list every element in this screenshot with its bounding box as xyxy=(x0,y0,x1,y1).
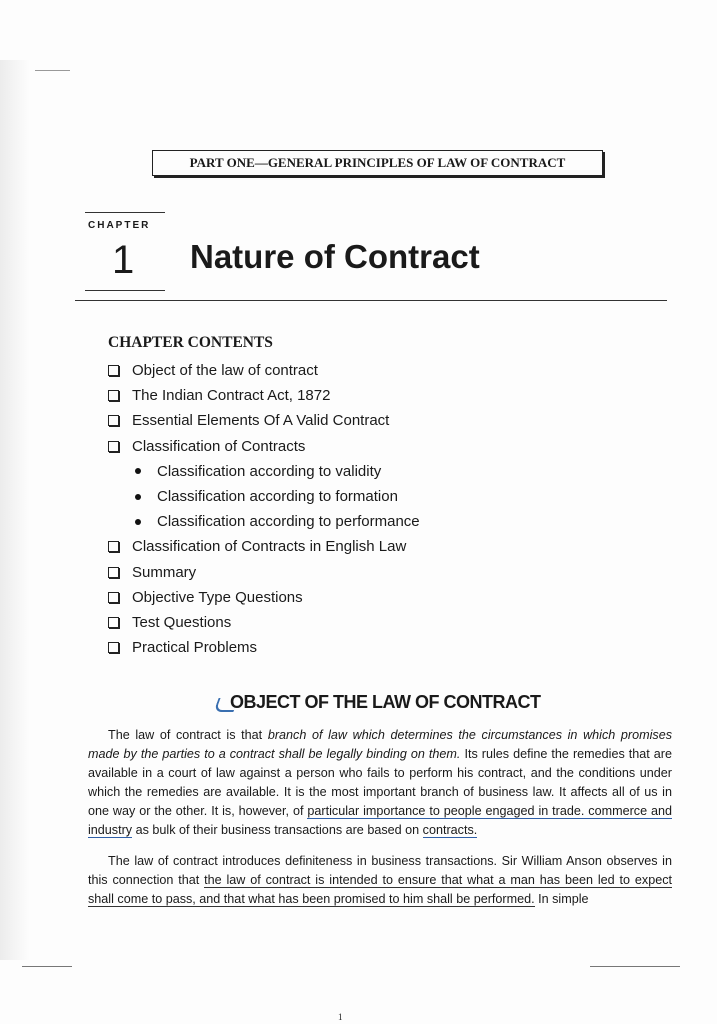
paragraph xyxy=(88,726,672,840)
checkbox-square-icon xyxy=(108,617,119,628)
item-text: Essential Elements Of A Valid Contract xyxy=(132,412,390,430)
list-item xyxy=(108,560,420,585)
bullet-icon xyxy=(135,519,141,525)
part-heading: PART ONE—GENERAL PRINCIPLES OF LAW OF CONTRACT xyxy=(152,150,603,176)
divider xyxy=(85,290,165,291)
divider xyxy=(35,70,70,71)
checkbox-square-icon xyxy=(108,642,119,653)
chapter-number: 1 xyxy=(112,238,135,282)
list-item xyxy=(108,585,420,610)
text: In simple xyxy=(534,892,589,906)
divider xyxy=(85,212,165,213)
list-item xyxy=(108,383,420,408)
item-text: The Indian Contract Act, 1872 xyxy=(132,387,331,405)
checkbox-square-icon xyxy=(108,567,119,578)
italic-text: branch of law which determines the circumstances in which promises made by the parties to a contract shall be legally binding on them. xyxy=(88,728,672,761)
sub-list-item xyxy=(108,509,420,534)
item-text: Classification according to validity xyxy=(157,462,382,480)
list-item xyxy=(108,408,420,433)
checkbox-square-icon xyxy=(108,415,119,426)
item-text: Objective Type Questions xyxy=(132,588,303,606)
item-text: Classification of Contracts in English Law xyxy=(132,538,407,556)
list-item xyxy=(108,434,420,459)
checkbox-square-icon xyxy=(108,365,119,376)
chapter-title: Nature of Contract xyxy=(190,238,480,275)
divider xyxy=(22,966,72,967)
item-text: Summary xyxy=(132,563,197,581)
bullet-icon xyxy=(135,468,141,474)
list-item xyxy=(108,635,420,660)
text: Its rules define the remedies that are available in a court of law against a person who fails to perform his contract, and the conditions under which the remedies are available. It is the most important branch of business law. It affects all of us in one way or the other. It is, however, of xyxy=(88,747,672,818)
underlined-text: the law of contract is intended to ensure that what a man has been led to expect shall come to pass, and that what has been promised to him shall be performed. xyxy=(88,873,672,906)
checkbox-square-icon xyxy=(108,441,119,452)
text: The law of contract is that xyxy=(108,728,268,742)
divider xyxy=(590,966,680,967)
text: The law of contract introduces definiteness in business transactions. Sir William Anson observes in this connection that xyxy=(88,854,672,887)
item-text: Classification according to performance xyxy=(157,513,420,531)
item-text: Practical Problems xyxy=(132,639,258,657)
checkbox-square-icon xyxy=(108,541,119,552)
list-item xyxy=(108,358,420,383)
underlined-text: contracts. xyxy=(422,823,478,837)
checkbox-square-icon xyxy=(108,390,119,401)
item-text: Test Questions xyxy=(132,613,232,631)
item-text: Object of the law of contract xyxy=(132,362,318,380)
sub-list-item xyxy=(108,484,420,509)
section-heading: OBJECT OF THE LAW OF CONTRACT xyxy=(230,692,541,712)
divider xyxy=(75,300,667,301)
text: as bulk of their business transactions are based on xyxy=(132,823,423,837)
list-item xyxy=(108,534,420,559)
bullet-icon xyxy=(135,494,141,500)
underlined-text: particular importance to people engaged in trade. commerce and industry xyxy=(88,804,673,837)
chapter-contents-list xyxy=(108,358,420,660)
item-text: Classification according to formation xyxy=(157,488,398,506)
chapter-label: CHAPTER xyxy=(88,220,151,231)
sub-list-item xyxy=(108,459,420,484)
contents-title: CHAPTER CONTENTS xyxy=(108,334,273,351)
list-item xyxy=(108,610,420,635)
item-text: Classification of Contracts xyxy=(132,437,306,455)
checkbox-square-icon xyxy=(108,592,119,603)
paragraph xyxy=(88,852,672,909)
scan-edge-shadow xyxy=(0,60,30,960)
page-number: 1 xyxy=(338,1012,343,1022)
